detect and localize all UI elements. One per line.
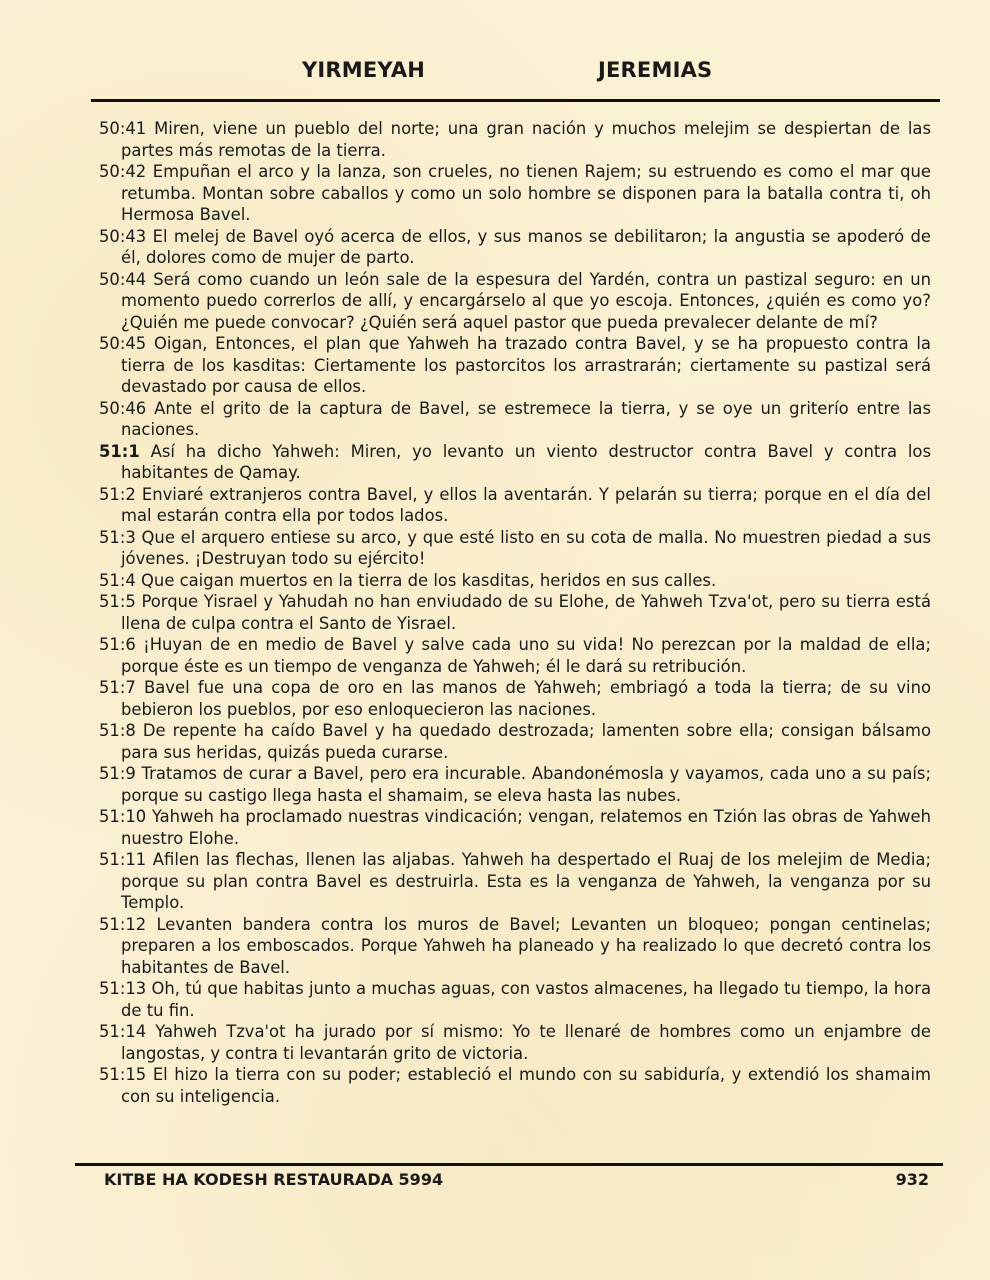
verse-text: Levanten bandera contra los muros de Bavel; Levanten un bloqueo; pongan centinelas; preparen a los emboscados. Porque Yahweh ha planeado y ha realizado lo que decretó contra los habitantes de Bavel. [121, 914, 931, 977]
verse-text: Bavel fue una copa de oro en las manos de Yahweh; embriagó a toda la tierra; de su vino bebieron los pueblos, por eso enloquecieron las naciones. [121, 678, 931, 719]
verse-50-45 [99, 333, 931, 398]
verse-51-3 [99, 527, 931, 570]
verse-ref: 51:8 [99, 721, 136, 740]
verse-list [99, 118, 931, 1107]
verse-text: Ante el grito de la captura de Bavel, se estremece la tierra, y se oye un griterío entre las naciones. [121, 398, 931, 439]
verse-ref: 51:11 [99, 850, 147, 869]
verse-51-11 [99, 849, 931, 914]
verse-50-41 [99, 118, 931, 161]
verse-51-2 [99, 484, 931, 527]
verse-51-7 [99, 677, 931, 720]
verse-ref: 50:44 [99, 269, 147, 289]
verse-text: De repente ha caído Bavel y ha quedado destrozada; lamenten sobre ella; consigan bálsamo para sus heridas, quizás pueda curarse. [121, 721, 931, 762]
verse-text: Yahweh Tzva'ot ha jurado por sí mismo: Yo te llenaré de hombres como un enjambre de langostas, y contra ti levantarán grito de victoria. [121, 1022, 931, 1063]
verse-text: Porque Yisrael y Yahudah no han enviudado de su Elohe, de Yahweh Tzva'ot, pero su tierra está llena de culpa contra el Santo de Yisrael. [121, 592, 931, 633]
verse-text: Así ha dicho Yahweh: Miren, yo levanto un viento destructor contra Bavel y contra los habitantes de Qamay. [121, 441, 931, 482]
verse-ref-chapter-start: 51:1 [99, 441, 140, 461]
verse-ref: 51:12 [99, 914, 147, 934]
verse-text: Afilen las flechas, llenen las aljabas. Yahweh ha despertado el Ruaj de los melejim de Media; porque su plan contra Bavel es destruirla. Esta es la venganza de Yahweh, la venganza por su Templo. [121, 850, 932, 912]
verse-ref: 51:3 [99, 527, 136, 547]
verse-51-10 [99, 806, 931, 849]
verse-51-15 [99, 1064, 931, 1107]
verse-51-5 [99, 591, 931, 634]
verse-ref: 51:14 [99, 1022, 147, 1041]
page-number: 932 [895, 1170, 929, 1189]
verse-text: Yahweh ha proclamado nuestras vindicación; vengan, relatemos en Tzión las obras de Yahweh nuestro Elohe. [121, 807, 931, 848]
verse-ref: 51:2 [99, 484, 136, 504]
verse-50-44 [99, 269, 931, 334]
verse-ref: 51:15 [99, 1065, 147, 1084]
verse-50-43 [99, 226, 931, 269]
verse-51-1 [99, 441, 931, 484]
verse-50-42 [99, 161, 931, 226]
verse-ref: 51:9 [99, 764, 136, 783]
verse-51-13 [99, 978, 931, 1021]
verse-ref: 51:6 [99, 635, 136, 654]
verse-ref: 51:7 [99, 678, 136, 697]
header-book-hebrew: YIRMEYAH [302, 58, 426, 82]
verse-ref: 50:41 [99, 119, 147, 138]
verse-text: Que el arquero entiese su arco, y que esté listo en su cota de malla. No muestren piedad a sus jóvenes. ¡Destruyan todo su ejército! [121, 527, 932, 568]
verse-ref: 50:43 [99, 226, 147, 246]
verse-text: Miren, viene un pueblo del norte; una gran nación y muchos melejim se despiertan de las partes más remotas de la tierra. [121, 119, 931, 160]
verse-text: Tratamos de curar a Bavel, pero era incurable. Abandonémosla y vayamos, cada uno a su país; porque su castigo llega hasta el shamaim, se eleva hasta las nubes. [121, 764, 931, 805]
verse-ref: 50:45 [99, 334, 147, 353]
verse-text: El hizo la tierra con su poder; estableció el mundo con su sabiduría, y extendió los shamaim con su inteligencia. [121, 1065, 932, 1106]
verse-51-8 [99, 720, 931, 763]
verse-text: El melej de Bavel oyó acerca de ellos, y sus manos se debilitaron; la angustia se apoderó de él, dolores como de mujer de parto. [121, 226, 931, 267]
verse-51-6 [99, 634, 931, 677]
header-divider [91, 99, 940, 102]
verse-text: Enviaré extranjeros contra Bavel, y ellos la aventarán. Y pelarán su tierra; porque en el día del mal estarán contra ella por todos lados. [121, 484, 931, 525]
verse-text: Será como cuando un león sale de la espesura del Yardén, contra un pastizal seguro: en un momento puedo correrlos de allí, y encargárselo al que yo escoja. Entonces, ¿quién es como yo? ¿Quién me puede convocar? ¿Quién será aquel pastor que pueda prevalecer delante de mí? [121, 269, 931, 332]
verse-ref: 51:4 [99, 570, 136, 590]
verse-51-9 [99, 763, 931, 806]
verse-ref: 51:10 [99, 807, 147, 826]
verse-ref: 50:42 [99, 162, 147, 181]
verse-text: ¡Huyan de en medio de Bavel y salve cada uno su vida! No perezcan por la maldad de ella; porque éste es un tiempo de venganza de Yahweh; él le dará su retribución. [121, 635, 931, 676]
verse-50-46 [99, 398, 931, 441]
verse-text: Que caigan muertos en la tierra de los kasditas, heridos en sus calles. [141, 570, 717, 590]
verse-51-4 [99, 570, 931, 592]
verse-text: Oigan, Entonces, el plan que Yahweh ha trazado contra Bavel, y se ha propuesto contra la tierra de los kasditas: Ciertamente los pastorcitos los arrastrarán; ciertamente su pastizal será devastado por causa de ellos. [121, 334, 931, 396]
verse-ref: 50:46 [99, 398, 147, 418]
verse-51-12 [99, 914, 931, 979]
footer-title: KITBE HA KODESH RESTAURADA 5994 [104, 1170, 444, 1189]
verse-text: Empuñan el arco y la lanza, son crueles, no tienen Rajem; su estruendo es como el mar que retumba. Montan sobre caballos y como un solo hombre se disponen para la batalla contra ti, oh Hermosa Bavel. [121, 162, 931, 224]
verse-ref: 51:13 [99, 979, 147, 998]
verse-ref: 51:5 [99, 592, 136, 611]
verse-text: Oh, tú que habitas junto a muchas aguas, con vastos almacenes, ha llegado tu tiempo, la hora de tu fin. [121, 979, 931, 1020]
verse-51-14 [99, 1021, 931, 1064]
header-book-spanish: JEREMIAS [598, 58, 713, 82]
footer-divider [75, 1163, 943, 1166]
page-header [0, 58, 990, 92]
